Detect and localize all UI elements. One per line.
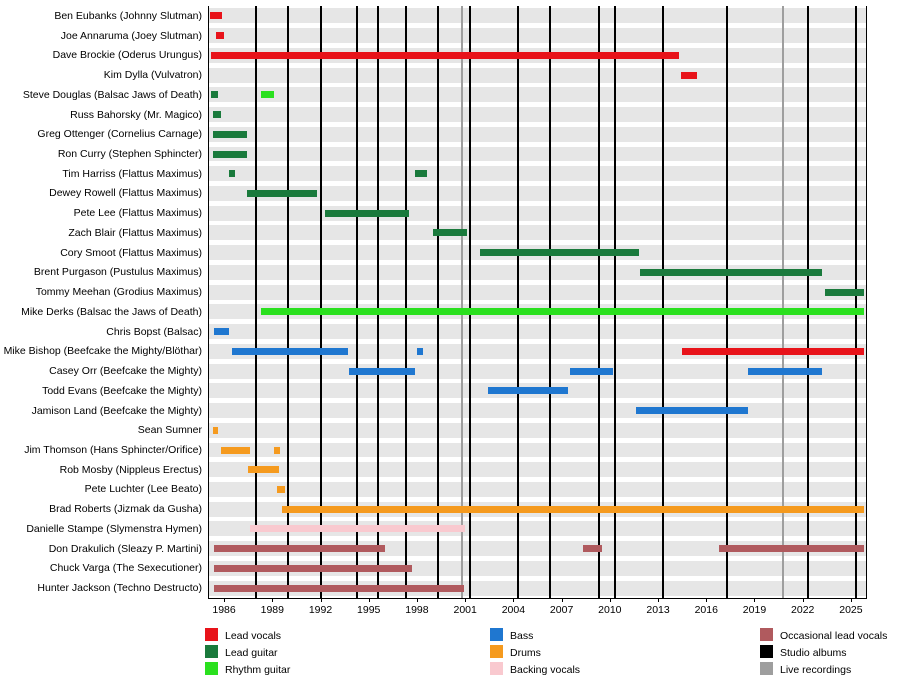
y-axis-line-right bbox=[866, 6, 867, 598]
legend-label: Lead guitar bbox=[225, 647, 278, 659]
row-label: Ron Curry (Stephen Sphincter) bbox=[57, 148, 202, 160]
legend-item bbox=[760, 662, 851, 676]
row-label: Joe Annaruma (Joey Slutman) bbox=[60, 29, 202, 42]
row-label: Casey Orr (Beefcake the Mighty) bbox=[49, 365, 202, 378]
x-tick bbox=[513, 598, 514, 602]
legend-label: Live recordings bbox=[780, 664, 852, 676]
row-label: Zach Blair (Flattus Maximus) bbox=[68, 226, 202, 239]
legend-swatch bbox=[760, 645, 773, 658]
timeline-bar bbox=[480, 249, 639, 256]
x-tick bbox=[272, 598, 273, 602]
x-tick-label: 2025 bbox=[839, 604, 863, 616]
timeline-bar bbox=[213, 131, 247, 138]
row-label: Chris Bopst (Balsac) bbox=[106, 325, 202, 338]
row-label: Greg Ottenger (Cornelius Carnage) bbox=[37, 128, 202, 141]
row-label: Dewey Rowell (Flattus Maximus) bbox=[49, 187, 202, 200]
row-label: Pete Luchter (Lee Beato) bbox=[84, 483, 202, 496]
x-tick-label: 2013 bbox=[646, 604, 670, 616]
chart-legend bbox=[0, 628, 900, 690]
row-label: Brent Purgason (Pustulus Maximus) bbox=[33, 266, 202, 279]
legend-label: Backing vocals bbox=[510, 664, 581, 676]
legend-label: Rhythm guitar bbox=[225, 664, 291, 676]
x-tick-label: 2016 bbox=[694, 604, 718, 616]
row-band bbox=[208, 166, 867, 181]
x-tick bbox=[706, 598, 707, 602]
row-band bbox=[208, 443, 867, 458]
x-tick-label: 1992 bbox=[308, 604, 333, 616]
timeline-bar bbox=[282, 506, 864, 513]
timeline-bar bbox=[214, 585, 463, 592]
x-axis-line bbox=[208, 598, 867, 599]
timeline-bar bbox=[261, 91, 274, 98]
x-tick-label: 2007 bbox=[549, 604, 574, 616]
timeline-bar bbox=[583, 545, 602, 552]
x-tick-label: 2022 bbox=[791, 604, 815, 616]
row-band bbox=[208, 107, 867, 122]
timeline-bar bbox=[214, 545, 384, 552]
x-tick bbox=[224, 598, 225, 602]
legend-label: Drums bbox=[510, 647, 541, 659]
timeline-bar bbox=[349, 368, 415, 375]
row-band bbox=[208, 403, 867, 418]
row-label: Jim Thomson (Hans Sphincter/Orifice) bbox=[24, 444, 202, 456]
legend-item bbox=[205, 645, 278, 659]
timeline-bar bbox=[211, 91, 217, 98]
legend-swatch bbox=[490, 645, 503, 658]
legend-label: Occasional lead vocals bbox=[780, 630, 888, 642]
timeline-bar bbox=[325, 210, 409, 217]
legend-swatch bbox=[490, 662, 503, 675]
row-band bbox=[208, 206, 867, 221]
row-label: Cory Smoot (Flattus Maximus) bbox=[60, 246, 202, 259]
row-band bbox=[208, 285, 867, 300]
row-band bbox=[208, 147, 867, 162]
timeline-bar bbox=[216, 32, 224, 39]
legend-item bbox=[205, 628, 281, 642]
x-tick-label: 1986 bbox=[212, 604, 236, 616]
x-tick bbox=[754, 598, 755, 602]
row-band bbox=[208, 462, 867, 477]
row-label: Russ Bahorsky (Mr. Magico) bbox=[70, 108, 202, 121]
timeline-bar bbox=[636, 407, 749, 414]
x-tick-label: 2001 bbox=[453, 604, 477, 616]
x-tick bbox=[321, 598, 322, 602]
row-label: Kim Dylla (Vulvatron) bbox=[103, 69, 202, 82]
row-band bbox=[208, 68, 867, 83]
row-band bbox=[208, 423, 867, 438]
timeline-bar bbox=[229, 170, 235, 177]
timeline-bar bbox=[261, 308, 864, 315]
row-band bbox=[208, 28, 867, 43]
x-tick-label: 1995 bbox=[357, 604, 381, 616]
row-label: Dave Brockie (Oderus Urungus) bbox=[52, 49, 202, 62]
legend-label: Studio albums bbox=[780, 647, 847, 659]
timeline-bar bbox=[232, 348, 348, 355]
row-label: Hunter Jackson (Techno Destructo) bbox=[37, 582, 202, 595]
timeline-bar bbox=[415, 170, 426, 177]
x-tick-label: 1989 bbox=[260, 604, 284, 616]
row-label: Rob Mosby (Nippleus Erectus) bbox=[59, 463, 202, 476]
timeline-bar bbox=[640, 269, 822, 276]
timeline-bar bbox=[417, 348, 423, 355]
x-tick-label: 2019 bbox=[742, 604, 767, 616]
x-tick bbox=[417, 598, 418, 602]
row-label: Jamison Land (Beefcake the Mighty) bbox=[31, 404, 202, 417]
row-label: Tommy Meehan (Grodius Maximus) bbox=[35, 286, 202, 299]
legend-swatch bbox=[205, 645, 218, 658]
timeline-bar bbox=[214, 328, 228, 335]
timeline-bar bbox=[748, 368, 822, 375]
legend-swatch bbox=[760, 628, 773, 641]
timeline-bar bbox=[248, 466, 279, 473]
row-label: Ben Eubanks (Johnny Slutman) bbox=[54, 9, 202, 22]
timeline-bar bbox=[433, 229, 467, 236]
row-band bbox=[208, 8, 867, 23]
legend-item bbox=[490, 662, 580, 676]
timeline-bar bbox=[221, 447, 250, 454]
legend-swatch bbox=[205, 628, 218, 641]
x-tick-label: 2004 bbox=[501, 604, 526, 616]
x-tick-label: 2010 bbox=[598, 604, 622, 616]
row-label: Steve Douglas (Balsac Jaws of Death) bbox=[22, 88, 202, 101]
timeline-bar bbox=[488, 387, 568, 394]
row-label: Chuck Varga (The Sexecutioner) bbox=[49, 562, 202, 575]
row-label: Danielle Stampe (Slymenstra Hymen) bbox=[26, 522, 202, 535]
row-label: Tim Harriss (Flattus Maximus) bbox=[62, 167, 202, 180]
legend-item bbox=[205, 662, 290, 676]
timeline-bar bbox=[681, 72, 697, 79]
timeline-bar bbox=[277, 486, 285, 493]
timeline-plot-area bbox=[208, 6, 867, 598]
timeline-bar bbox=[213, 111, 221, 118]
x-tick bbox=[562, 598, 563, 602]
x-tick bbox=[803, 598, 804, 602]
x-tick bbox=[658, 598, 659, 602]
row-label: Mike Bishop (Beefcake the Mighty/Blöthar) bbox=[3, 345, 202, 358]
timeline-bar bbox=[825, 289, 864, 296]
x-tick bbox=[465, 598, 466, 602]
legend-item bbox=[490, 645, 541, 659]
legend-swatch bbox=[490, 628, 503, 641]
legend-swatch bbox=[760, 662, 773, 675]
timeline-bar bbox=[210, 12, 223, 19]
row-band bbox=[208, 127, 867, 142]
timeline-bar bbox=[250, 525, 465, 532]
x-tick bbox=[851, 598, 852, 602]
x-tick-label: 1998 bbox=[405, 604, 429, 616]
timeline-bar bbox=[274, 447, 280, 454]
legend-item bbox=[760, 645, 847, 659]
timeline-bar bbox=[213, 427, 218, 434]
timeline-bar bbox=[682, 348, 864, 355]
y-axis-line-left bbox=[208, 6, 209, 598]
row-label: Mike Derks (Balsac the Jaws of Death) bbox=[21, 305, 202, 318]
timeline-bar bbox=[719, 545, 864, 552]
row-label: Sean Sumner bbox=[137, 424, 202, 437]
studio-album-marker bbox=[255, 6, 257, 598]
row-label: Don Drakulich (Sleazy P. Martini) bbox=[48, 542, 202, 555]
row-band bbox=[208, 87, 867, 102]
row-band bbox=[208, 324, 867, 339]
x-tick bbox=[369, 598, 370, 602]
x-tick bbox=[610, 598, 611, 602]
row-label: Brad Roberts (Jizmak da Gusha) bbox=[49, 503, 202, 516]
legend-item bbox=[490, 628, 533, 642]
legend-label: Lead vocals bbox=[225, 630, 282, 642]
timeline-bar bbox=[213, 151, 247, 158]
timeline-bar bbox=[570, 368, 613, 375]
timeline-bar bbox=[211, 52, 679, 59]
legend-swatch bbox=[205, 662, 218, 675]
timeline-bar bbox=[247, 190, 318, 197]
legend-label: Bass bbox=[510, 630, 534, 642]
legend-item bbox=[760, 628, 887, 642]
row-band bbox=[208, 225, 867, 240]
row-label: Todd Evans (Beefcake the Mighty) bbox=[42, 384, 202, 397]
timeline-bar bbox=[214, 565, 412, 572]
row-label: Pete Lee (Flattus Maximus) bbox=[73, 207, 202, 220]
row-band bbox=[208, 482, 867, 497]
